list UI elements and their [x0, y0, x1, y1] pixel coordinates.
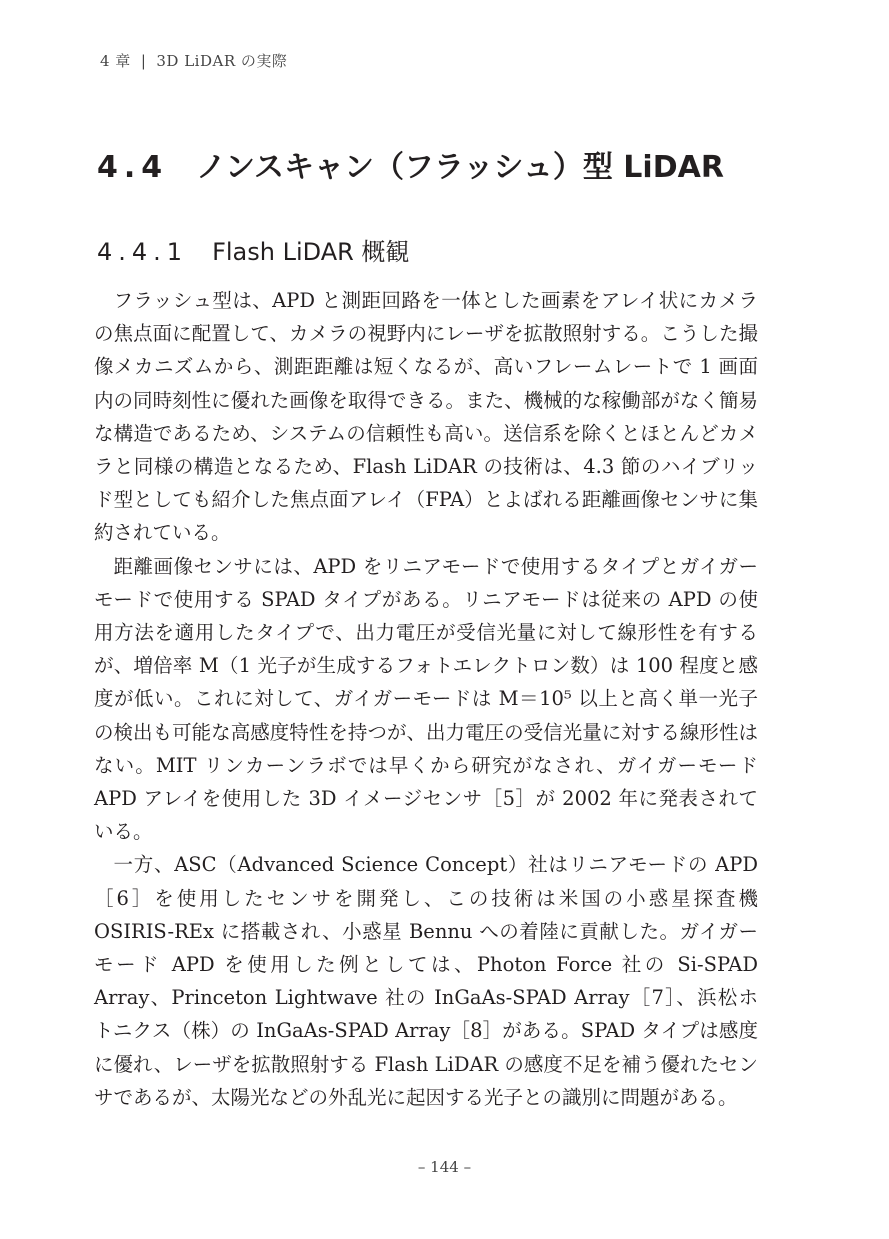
header-separator: | — [140, 52, 147, 70]
subsection-title: Flash LiDAR 概観 — [212, 238, 410, 266]
chapter-title: 3D LiDAR の実際 — [156, 52, 288, 70]
paragraph-1: フラッシュ型は、APD と測距回路を一体とした画素をアレイ状にカメラの焦点面に配置して、カメラの視野内にレーザを拡散照射する。こうした撮像メカニズムから、測距距離は短くなるが、高いフレームレートで 1 画面内の同時刻性に優れた画像を取得できる。また、機械的な稼働部がなく簡易な構造であるため、システムの信頼性も高い。送信系を除くとほとんどカメラと同様の構造となるため、Flash LiDAR の技術は、4.3 節のハイブリッド型としても紹介した焦点面アレイ（FPA）とよばれる距離画像センサに集約されている。 — [94, 289, 758, 545]
chapter-label: 4 章 — [100, 52, 131, 70]
body-text — [94, 284, 758, 1114]
subsection-heading — [97, 232, 797, 267]
paragraph-2: 距離画像センサには、APD をリニアモードで使用するタイプとガイガーモードで使用する SPAD タイプがある。リニアモードは従来の APD の使用方法を適用したタイプで、出力電圧が受信光量に対して線形性を有するが、増倍率 M（1 光子が生成するフォトエレクトロン数）は 100 程度と感度が低い。これに対して、ガイガーモードは M＝10⁵ 以上と高く単一光子の検出も可能な高感度特性を持つが、出力電圧の受信光量に対する線形性はない。MIT リンカーンラボでは早くから研究がなされ、ガイガーモード APD アレイを使用した 3D イメージセンサ［5］が 2002 年に発表されている。 — [94, 554, 758, 844]
paragraph-3: 一方、ASC（Advanced Science Concept）社はリニアモードの APD［6］を使用したセンサを開発し、この技術は米国の小惑星探査機 OSIRIS-REx に搭載され、小惑星 Bennu への着陸に貢献した。ガイガーモード APD を使用した例としては、Photon Force 社の Si-SPAD Array、Princeton Lightwave 社の InGaAs-SPAD Array［7］、浜松ホトニクス（株）の InGaAs-SPAD Array［8］がある。SPAD タイプは感度に優れ、レーザを拡散照射する Flash LiDAR の感度不足を補う優れたセンサであるが、太陽光などの外乱光に起因する光子との識別に問題がある。 — [94, 853, 758, 1109]
section-number: 4.4 — [97, 150, 169, 185]
running-head — [100, 50, 287, 71]
subsection-number: 4.4.1 — [97, 238, 189, 266]
section-title: ノンスキャン（フラッシュ）型 LiDAR — [196, 150, 724, 185]
section-heading — [97, 142, 797, 186]
page-number: – 144 – — [417, 1158, 472, 1176]
